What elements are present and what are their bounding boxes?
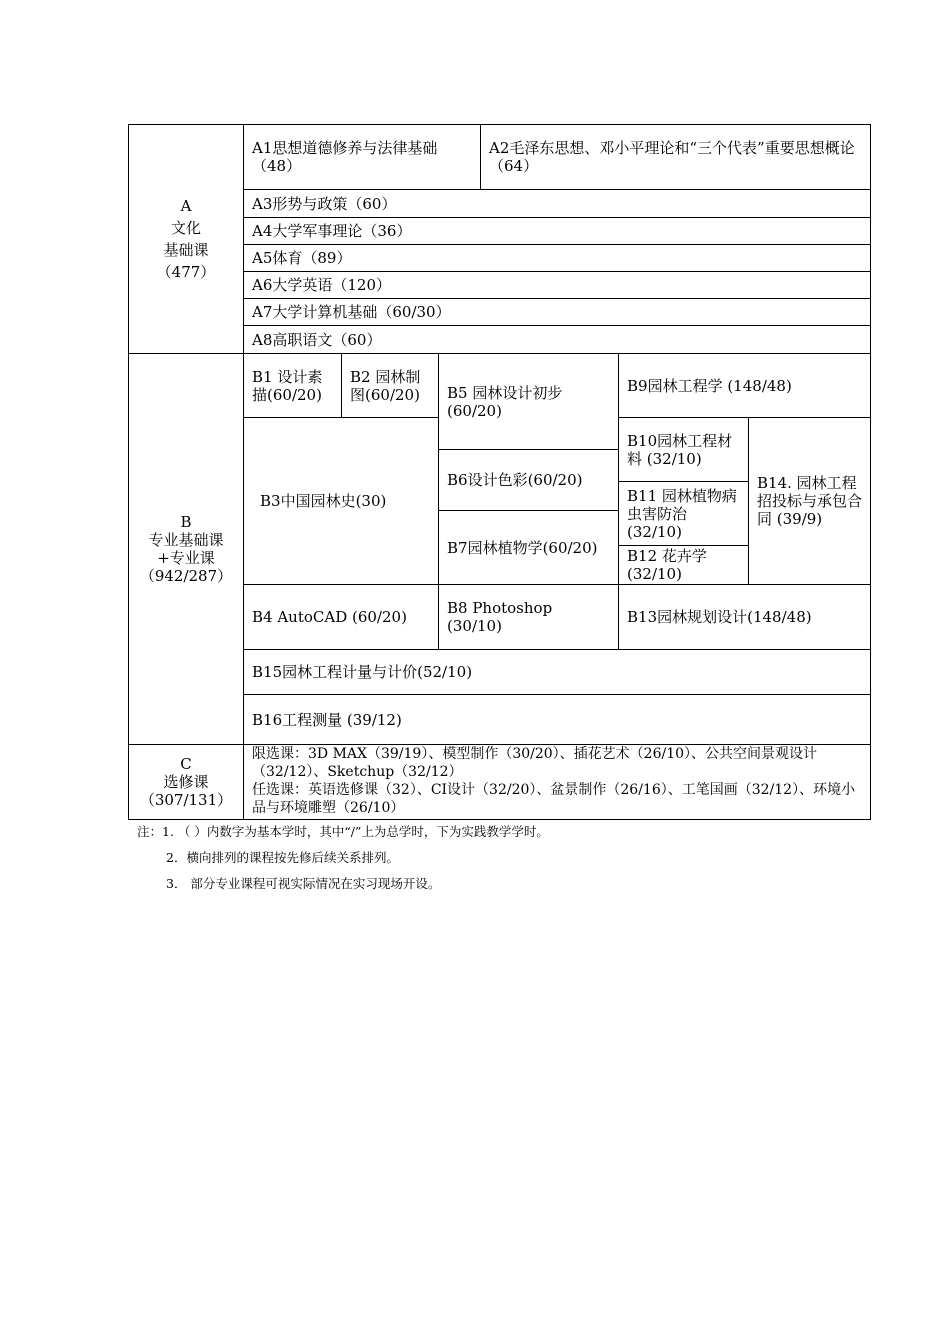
group-c-label xyxy=(128,744,244,820)
group-b-label xyxy=(128,353,244,745)
course-a3-label: A3形势与政策（60） xyxy=(252,194,397,213)
course-b1 xyxy=(243,353,342,418)
course-b5 xyxy=(438,353,619,450)
course-a6-label: A6大学英语（120） xyxy=(252,276,392,294)
course-b15 xyxy=(243,649,871,695)
restricted-electives: 限选课：3D MAX（39/19）、模型制作（30/20）、插花艺术（26/10）、公共空间景观设计（32/12）、Sketchup（32/12） xyxy=(252,746,818,780)
course-b6 xyxy=(438,449,619,511)
course-b13-label: B13园林规划设计(148/48) xyxy=(627,608,812,626)
note-1: 注：1. （ ）内数字为基本学时，其中“/”上为总学时，下为实践教学学时。 xyxy=(137,824,549,839)
course-b4 xyxy=(243,584,439,650)
elective-courses xyxy=(243,744,871,820)
course-b12-label: B12 花卉学(32/10) xyxy=(627,547,707,583)
note-2: 2．横向排列的课程按先修后续关系排列。 xyxy=(166,850,399,865)
course-b12 xyxy=(618,545,749,585)
group-b-name-2: +专业课 xyxy=(157,549,215,567)
course-a6 xyxy=(243,271,871,299)
course-b2 xyxy=(341,353,439,418)
course-b10-label: B10园林工程材料 (32/10) xyxy=(627,431,733,468)
course-a7 xyxy=(243,298,871,326)
group-b-hours: （942/287） xyxy=(139,567,233,585)
course-b8 xyxy=(438,584,619,650)
course-a4-label: A4大学军事理论（36） xyxy=(252,222,412,240)
course-b14 xyxy=(748,417,871,585)
course-b4-label: B4 AutoCAD (60/20) xyxy=(252,608,407,626)
course-a8-label: A8高职语文（60） xyxy=(252,330,382,349)
course-b16 xyxy=(243,694,871,745)
course-b14-label: B14. 园林工程招投标与承包合同 (39/9) xyxy=(757,474,863,528)
group-c-name: 选修课 xyxy=(163,773,209,791)
course-b15-label: B15园林工程计量与计价(52/10) xyxy=(252,663,473,681)
course-a4 xyxy=(243,217,871,245)
course-a5-label: A5体育（89） xyxy=(252,249,352,267)
course-a2-label: A2毛泽东思想、邓小平理论和“三个代表”重要思想概论（64） xyxy=(489,139,855,175)
course-b3-label: B3中国园林史(30) xyxy=(260,492,387,510)
group-a-code: A xyxy=(180,197,192,215)
course-b11-label: B11 园林植物病虫害防治(32/10) xyxy=(627,486,737,541)
group-b-name: 专业基础课 xyxy=(148,531,224,549)
course-b16-label: B16工程测量 (39/12) xyxy=(252,710,402,729)
course-a3 xyxy=(243,189,871,218)
course-a8 xyxy=(243,325,871,354)
course-b8-label: B8 Photoshop (30/10) xyxy=(447,599,553,635)
course-b9-label: B9园林工程学 (148/48) xyxy=(627,376,792,395)
course-a1-label: A1思想道德修养与法律基础（48） xyxy=(252,139,438,175)
course-b3 xyxy=(243,417,439,585)
course-b6-label: B6设计色彩(60/20) xyxy=(447,471,583,489)
group-c-code: C xyxy=(180,755,192,773)
course-b2-label: B2 园林制图(60/20) xyxy=(350,367,421,404)
course-b11 xyxy=(618,481,749,546)
course-b1-label: B1 设计素描(60/20) xyxy=(252,367,323,404)
group-a-label xyxy=(128,124,244,354)
course-b7-label: B7园林植物学(60/20) xyxy=(447,538,598,557)
note-3: 3． 部分专业课程可视实际情况在实习现场开设。 xyxy=(166,876,441,891)
group-a-name: 文化 xyxy=(170,219,201,237)
course-a5 xyxy=(243,244,871,272)
course-a7-label: A7大学计算机基础（60/30） xyxy=(252,303,451,321)
course-b5-label: B5 园林设计初步(60/20) xyxy=(447,383,563,420)
group-c-hours: （307/131） xyxy=(139,791,233,809)
course-b9 xyxy=(618,353,871,418)
course-b13 xyxy=(618,584,871,650)
group-a-hours: （477） xyxy=(156,263,216,281)
course-b7 xyxy=(438,510,619,585)
course-a2 xyxy=(480,124,871,190)
group-a-name-2: 基础课 xyxy=(163,241,209,259)
optional-electives: 任选课：英语选修课（32）、CI设计（32/20）、盆景制作（26/16）、工笔国画（32/12）、环境小品与环境雕塑（26/10） xyxy=(252,782,856,816)
course-a1 xyxy=(243,124,481,190)
group-b-code: B xyxy=(180,513,192,531)
course-b10 xyxy=(618,417,749,482)
